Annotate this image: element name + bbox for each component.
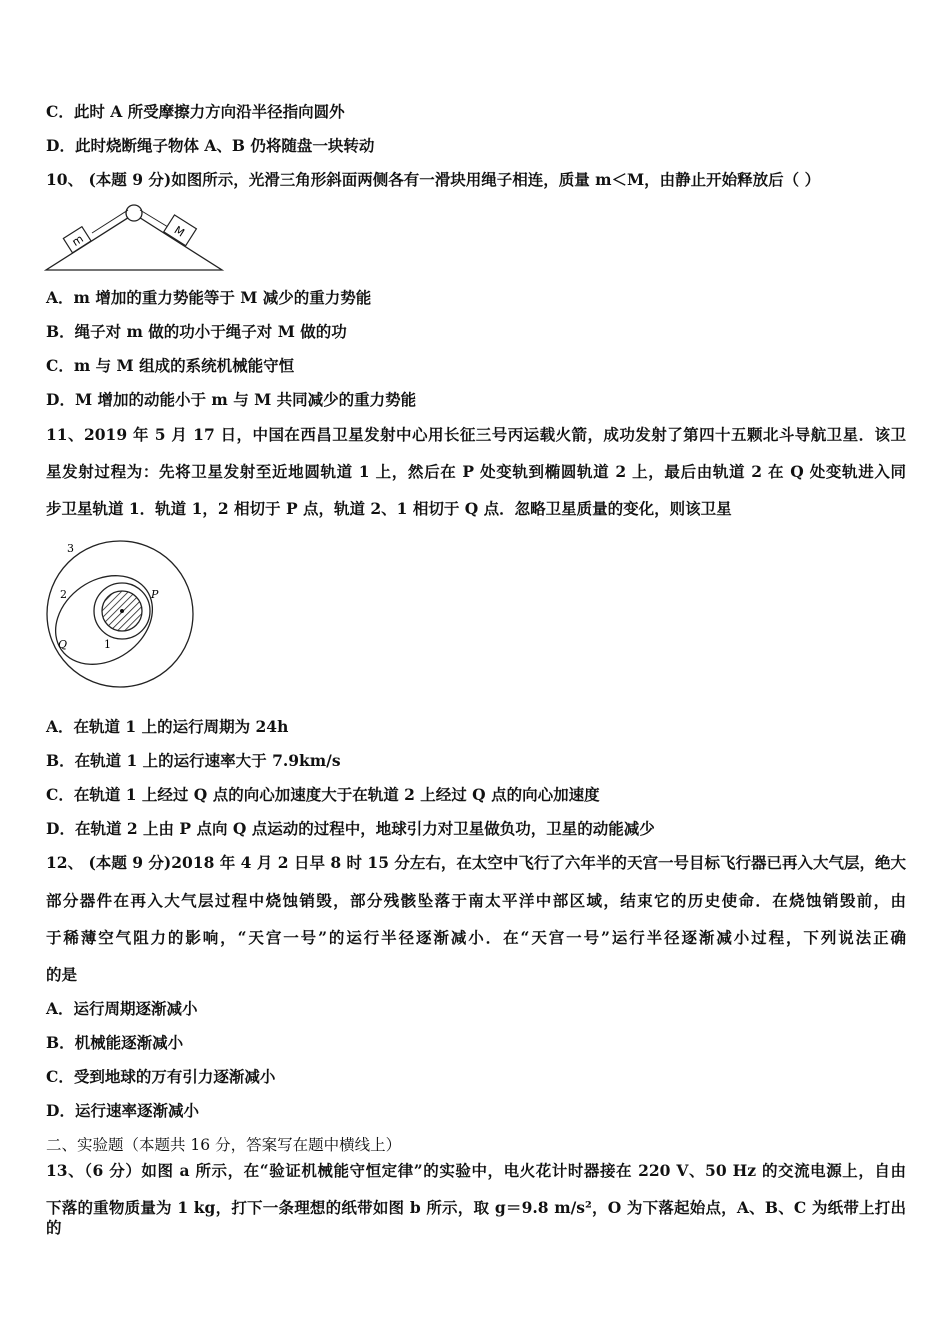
block-m-label: m	[69, 232, 86, 249]
orbit-1-label: 1	[104, 638, 111, 651]
q13-stem-1: 13、（6 分）如图 a 所示，在“验证机械能守恒定律”的实验中，电火花计时器接在 220 V、50 Hz 的交流电源上，自由	[46, 1161, 906, 1180]
q11-stem-3: 步卫星轨道 1．轨道 1，2 相切于 P 点，轨道 2、1 相切于 Q 点．忽略卫星质量的变化，则该卫星	[46, 499, 732, 518]
earth-center	[120, 609, 124, 613]
q11-stem-1: 11、2019 年 5 月 17 日，中国在西昌卫星发射中心用长征三号丙运载火箭，成功发射了第四十五颗北斗导航卫星．该卫	[46, 425, 906, 444]
orbit-2-label: 2	[60, 588, 67, 601]
q11-stem-2: 星发射过程为：先将卫星发射至近地圆轨道 1 上，然后在 P 处变轨到椭圆轨道 2 上，最后由轨道 2 在 Q 处变轨进入同	[46, 462, 906, 481]
q12-stem-4: 的是	[46, 965, 78, 984]
q11-option-c: C．在轨道 1 上经过 Q 点的向心加速度大于在轨道 2 上经过 Q 点的向心加速度	[46, 785, 600, 804]
q10-option-d: D．M 增加的动能小于 m 与 M 共同减少的重力势能	[46, 390, 417, 409]
q10-option-c: C．m 与 M 组成的系统机械能守恒	[46, 356, 295, 375]
q12-option-d: D．运行速率逐渐减小	[46, 1101, 199, 1120]
q12-stem-2: 部分器件在再入大气层过程中烧蚀销毁，部分残骸坠落于南太平洋中部区域，结束它的历史使命．在烧蚀销毁前，由	[46, 891, 906, 910]
point-q-label: Q	[58, 638, 68, 651]
q10-option-a: A．m 增加的重力势能等于 M 减少的重力势能	[46, 288, 372, 307]
incline-figure	[44, 200, 226, 274]
q13-stem-2: 下落的重物质量为 1 kg，打下一条理想的纸带如图 b 所示，取 g＝9.8 m/s²，O 为下落起始点，A、B、C 为纸带上打出的	[46, 1198, 906, 1237]
pulley	[126, 205, 142, 221]
q12-option-a: A．运行周期逐渐减小	[46, 999, 198, 1018]
section-2-title: 二、实验题（本题共 16 分，答案写在题中横线上）	[46, 1136, 402, 1154]
q10-stem: 10、 (本题 9 分)如图所示，光滑三角形斜面两侧各有一滑块用绳子相连，质量 m＜M，由静止开始释放后（ ）	[46, 170, 821, 189]
q12-option-b: B．机械能逐渐减小	[46, 1033, 184, 1052]
block-M-label: M	[171, 223, 187, 240]
orbit-3-label: 3	[67, 542, 74, 555]
q11-option-d: D．在轨道 2 上由 P 点向 Q 点运动的过程中，地球引力对卫星做负功，卫星的动能减少	[46, 819, 655, 838]
q9-option-d: D．此时烧断绳子物体 A、B 仍将随盘一块转动	[46, 136, 375, 155]
orbit-figure	[40, 538, 200, 693]
q12-stem-1: 12、 (本题 9 分)2018 年 4 月 2 日早 8 时 15 分左右，在太空中飞行了六年半的天宫一号目标飞行器已再入大气层，绝大	[46, 853, 906, 872]
rope-right	[140, 210, 168, 227]
point-p-label: P	[151, 588, 159, 601]
q10-option-b: B．绳子对 m 做的功小于绳子对 M 做的功	[46, 322, 347, 341]
q11-option-a: A．在轨道 1 上的运行周期为 24h	[46, 717, 289, 736]
q11-option-b: B．在轨道 1 上的运行速率大于 7.9km/s	[46, 751, 341, 770]
q9-option-c: C．此时 A 所受摩擦力方向沿半径指向圆外	[46, 102, 345, 121]
q12-option-c: C．受到地球的万有引力逐渐减小	[46, 1067, 276, 1086]
q12-stem-3: 于稀薄空气阻力的影响，“天宫一号”的运行半径逐渐减小．在“天宫一号”运行半径逐渐减小过程，下列说法正确	[46, 928, 906, 947]
